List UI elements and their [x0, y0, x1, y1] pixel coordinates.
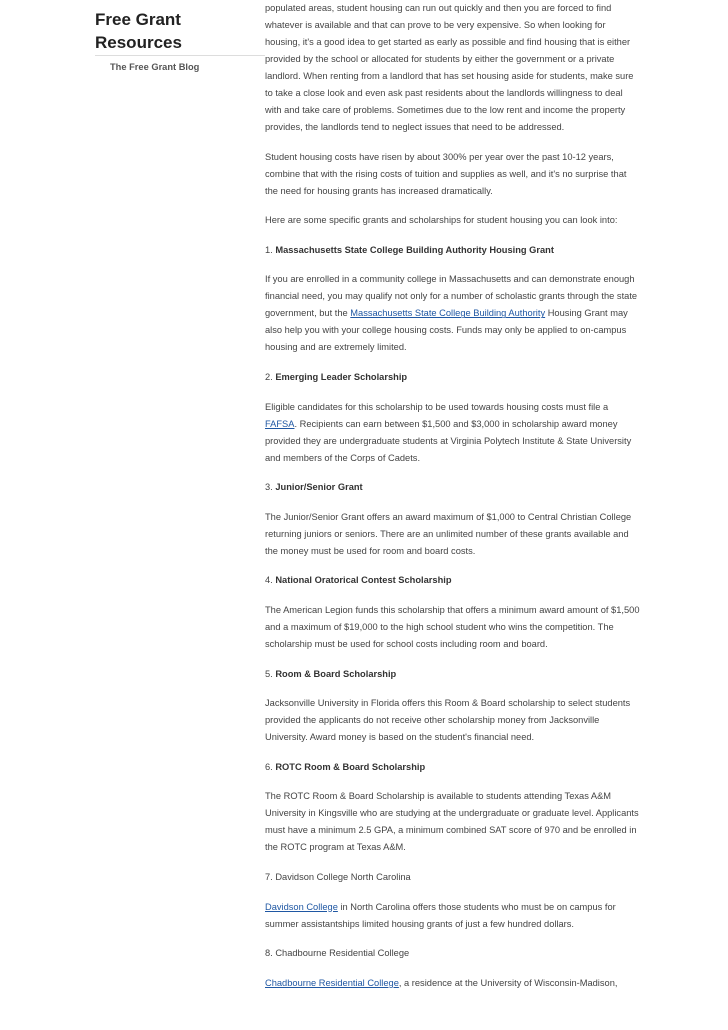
item-2-description — [265, 399, 640, 467]
item-3-description — [265, 509, 640, 560]
sidebar — [95, 8, 265, 72]
item-2-title: Emerging Leader Scholarship — [275, 371, 408, 382]
item-4-number: 4. — [265, 575, 276, 586]
item-1-number: 1. — [265, 244, 276, 255]
item-2-number: 2. — [265, 371, 276, 382]
costs-text: Student housing costs have risen by about 300% per year over the past 10-12 years, combine that with the rising costs of tuition and supplies as well, and it's no surprise that the need for housing grants has increased dramatically. — [265, 151, 627, 196]
item-6-heading — [265, 759, 640, 776]
item-8-description — [265, 975, 640, 992]
item-4-description — [265, 602, 640, 653]
site-title-link[interactable] — [95, 8, 265, 54]
item-6-description — [265, 788, 640, 856]
item-3-number: 3. — [265, 482, 276, 493]
item-7-title: 7. Davidson College North Carolina — [265, 871, 411, 882]
item-5-title: Room & Board Scholarship — [275, 668, 397, 679]
item-8-heading — [265, 945, 640, 962]
item-1-text-b: Housing Grant may also help you with your college housing costs. Funds may only be applied to on-campus housing and are extremely limited. — [265, 308, 628, 353]
item-2-text-b: . Recipients can earn between $1,500 and $3,000 in scholarship award money provided they are undergraduate students at Virginia Polytech Institute & State University and members of the Corps of Cadets. — [265, 418, 632, 463]
costs-paragraph — [265, 149, 640, 200]
item-6-text: The ROTC Room & Board Scholarship is available to students attending Texas A&M University in Kingsville who are studying at the undergraduate or graduate level. Applicants must have a minimum 2.5 GPA, a minimum combined SAT score of 970 and be enrolled in the ROTC program at Texas A&M. — [265, 791, 639, 853]
item-4-title: National Oratorical Contest Scholarship — [275, 575, 452, 586]
list-intro-paragraph — [265, 212, 640, 229]
item-5-description — [265, 695, 640, 746]
list-intro-text: Here are some specific grants and scholarships for student housing you can look into: — [265, 215, 618, 226]
item-7-heading — [265, 869, 640, 886]
item-1-description — [265, 271, 640, 356]
item-5-text: Jacksonville University in Florida offers this Room & Board scholarship to select students provided the applicants do not receive other scholarship money from Jacksonville University. Award money is based on the student's financial need. — [265, 698, 631, 743]
davidson-college-link[interactable]: Davidson College — [265, 901, 338, 912]
blog-link[interactable]: The Free Grant Blog — [110, 62, 200, 72]
item-3-heading — [265, 479, 640, 496]
item-4-heading — [265, 572, 640, 589]
title-divider — [95, 55, 265, 56]
item-4-text: The American Legion funds this scholarship that offers a minimum award amount of $1,500 and a maximum of $19,000 to the high school student who wins the competition. The scholarship must be used for school costs including room and board. — [265, 604, 640, 649]
item-7-description — [265, 899, 640, 933]
item-7-text: in North Carolina offers those students who must be on campus for summer assistantships limited housing grants of just a few hundred dollars. — [265, 901, 616, 929]
massachusetts-link[interactable]: Massachusetts State College Building Authority — [350, 308, 546, 319]
item-8-title: 8. Chadbourne Residential College — [265, 948, 410, 959]
item-1-title: Massachusetts State College Building Authority Housing Grant — [275, 244, 554, 255]
fafsa-link[interactable]: FAFSA — [265, 418, 295, 429]
item-3-title: Junior/Senior Grant — [275, 482, 363, 493]
item-5-number: 5. — [265, 668, 276, 679]
article-body — [265, 0, 640, 1004]
intro-text: populated areas, student housing can run out quickly and then you are forced to find whatever is available and that can prove to be very expensive. So when looking for housing, it's a good idea to get started as early as possible and find housing that is either provided by the school or allocated for students by either the government or a private landlord. When renting from a landlord that has set housing aside for students, make sure to take a close look and even ask past residents about the landlords willingness to deal with and take care of problems. Sometimes due to the low rent and income the property provides, the landlords tend to neglect issues that need to be addressed. — [265, 3, 634, 132]
intro-paragraph — [265, 0, 640, 136]
item-1-heading — [265, 242, 640, 259]
site-title-line2: Resources — [95, 33, 182, 52]
item-3-text: The Junior/Senior Grant offers an award maximum of $1,000 to Central Christian College returning juniors or seniors. There are an unlimited number of these grants available and the money must be used for room and board costs. — [265, 511, 632, 556]
chadbourne-link[interactable]: Chadbourne Residential College — [265, 977, 399, 988]
item-2-heading — [265, 369, 640, 386]
item-2-text-a: Eligible candidates for this scholarship to be used towards housing costs must file a — [265, 401, 609, 412]
item-6-number: 6. — [265, 761, 276, 772]
site-title-line1: Free Grant — [95, 10, 181, 29]
item-6-title: ROTC Room & Board Scholarship — [275, 761, 426, 772]
item-5-heading — [265, 666, 640, 683]
item-1-text-a: If you are enrolled in a community college in Massachusetts and can demonstrate enough financial need, you may qualify not only for a number of scholastic grants through the state government, but the — [265, 274, 638, 319]
item-8-text: , a residence at the University of Wisconsin-Madison, — [398, 977, 618, 988]
